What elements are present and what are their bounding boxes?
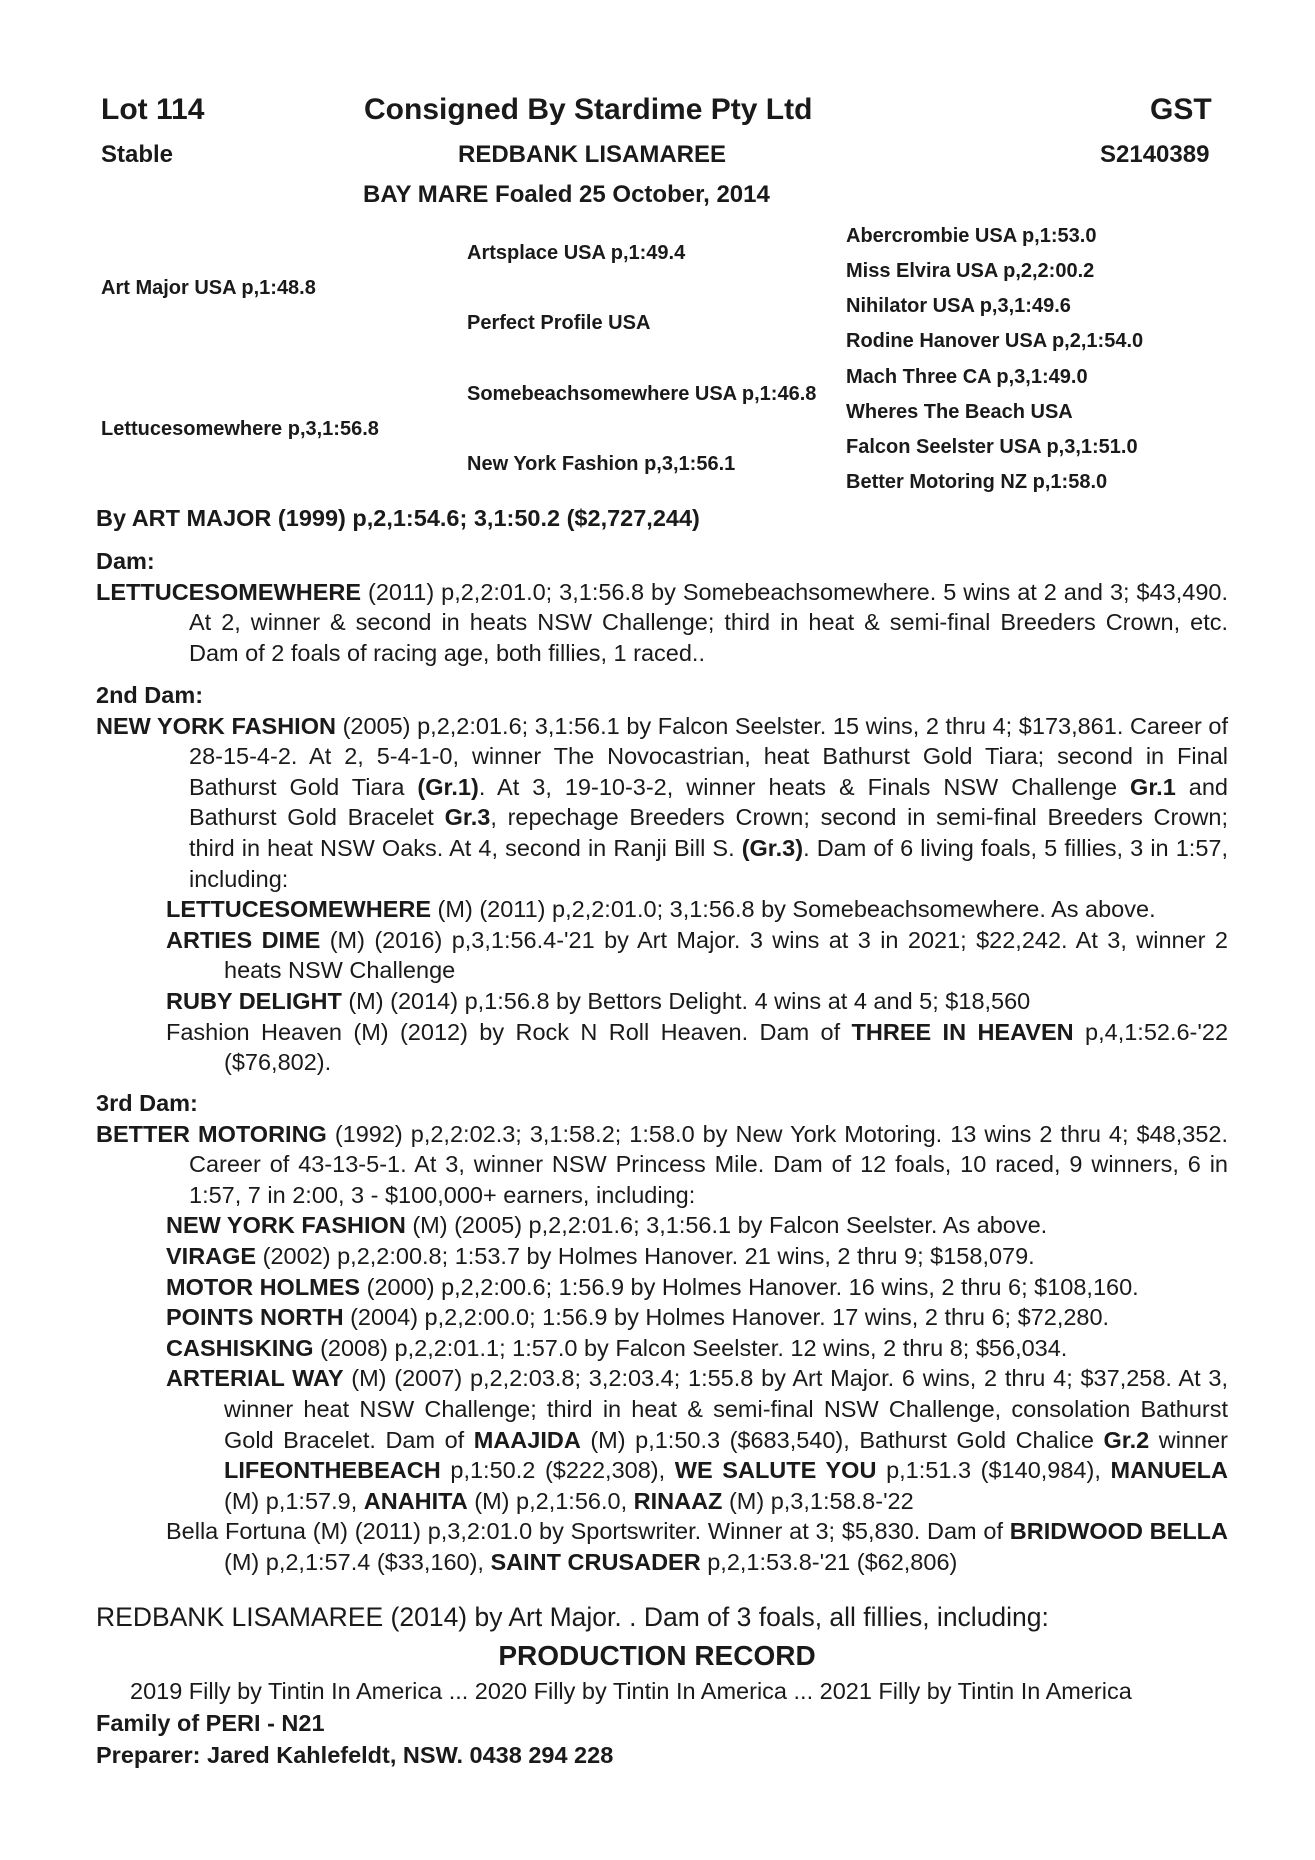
horse-description: BAY MARE Foaled 25 October, 2014 [363, 181, 770, 208]
gst-label: GST [1150, 93, 1212, 126]
progeny-text: p,4,1:52.6-'22 ($76,802). [224, 1018, 1229, 1076]
pedigree-g3-8: Better Motoring NZ p,1:58.0 [846, 471, 1108, 493]
pedigree-g3-3: Nihilator USA p,3,1:49.6 [846, 295, 1071, 317]
third-dam-heading: 3rd Dam: [96, 1090, 198, 1116]
production-record-title: PRODUCTION RECORD [498, 1640, 816, 1671]
progeny-name: MAAJIDA [473, 1426, 581, 1453]
dam-heading: Dam: [96, 548, 155, 574]
preparer-line: Preparer: Jared Kahlefeldt, NSW. 0438 294 228 [96, 1742, 614, 1768]
progeny-entry [96, 1363, 1228, 1516]
second-dam-grade-3: Gr.3 [444, 804, 491, 831]
progeny-entry [96, 1516, 1228, 1577]
pedigree-g3-2: Miss Elvira USA p,2,2:00.2 [846, 260, 1095, 282]
pedigree-g3-6: Wheres The Beach USA [846, 401, 1073, 423]
progeny-text: (M) (2016) p,3,1:56.4-'21 by Art Major. 3 wins at 3 in 2021; $22,242. At 3, winner 2 heats NSW Challenge [224, 926, 1228, 984]
progeny-text: (M) (2005) p,2,2:01.6; 3,1:56.1 by Falcon Seelster. As above. [405, 1212, 1048, 1239]
pedigree-g3-7: Falcon Seelster USA p,3,1:51.0 [846, 436, 1138, 458]
progeny-text: Fashion Heaven (M) (2012) by Rock N Roll Heaven. Dam of [166, 1018, 852, 1045]
progeny-text: (2000) p,2,2:00.6; 1:56.9 by Holmes Hanover. 16 wins, 2 thru 6; $108,160. [360, 1273, 1139, 1300]
second-dam-grade-1: (Gr.1) [417, 773, 479, 800]
consignor: Consigned By Stardime Pty Ltd [364, 93, 813, 126]
progeny-entry [96, 894, 1228, 925]
second-dam-text-1: (2005) p,2,2:01.6; 3,1:56.1 by Falcon Seelster. 15 wins, 2 thru 4; $173,861. Career of 28-15-4-2. At 2, 5-4-1-0, winner The Novocastrian, heat Bathurst Gold Tiara; second in Final Bathurst Gold Tiara [189, 712, 1228, 800]
second-dam-text-2: . At 3, 19-10-3-2, winner heats & Finals NSW Challenge [478, 773, 1131, 800]
dam-name: LETTUCESOMEWHERE [96, 578, 362, 605]
progeny-entry [96, 1333, 1228, 1364]
progeny-name: ANAHITA [363, 1487, 468, 1514]
family-line: Family of PERI - N21 [96, 1710, 325, 1736]
second-dam-text-3: and Bathurst Gold Bracelet [189, 773, 1228, 831]
progeny-text: (M) p,2,1:57.4 ($33,160), [224, 1548, 491, 1575]
lot-summary-line: REDBANK LISAMAREE (2014) by Art Major. . Dam of 3 foals, all fillies, including: [96, 1602, 1049, 1632]
progeny-text: (2004) p,2,2:00.0; 1:56.9 by Holmes Hanover. 17 wins, 2 thru 6; $72,280. [343, 1304, 1110, 1331]
pedigree-sire-sire: Artsplace USA p,1:49.4 [467, 242, 686, 264]
pedigree-sire-dam: Perfect Profile USA [467, 312, 651, 334]
progeny-name: RUBY DELIGHT [166, 987, 342, 1014]
progeny-text: (M) (2011) p,2,2:01.0; 3,1:56.8 by Somebeachsomewhere. As above. [431, 896, 1156, 923]
progeny-name: LIFEONTHEBEACH [224, 1457, 441, 1484]
progeny-entry [96, 1302, 1228, 1333]
progeny-name: CASHISKING [166, 1334, 314, 1361]
progeny-name: MOTOR HOLMES [166, 1273, 361, 1300]
progeny-text: p,1:50.2 ($222,308), [440, 1457, 675, 1484]
pedigree-dam-sire: Somebeachsomewhere USA p,1:46.8 [467, 383, 817, 405]
progeny-text: (M) p,1:57.9, [224, 1487, 364, 1514]
progeny-text: p,2,1:53.8-'21 ($62,806) [700, 1548, 958, 1575]
progeny-text: (2002) p,2,2:00.8; 1:53.7 by Holmes Hanover. 21 wins, 2 thru 9; $158,079. [256, 1242, 1035, 1269]
second-dam-name: NEW YORK FASHION [96, 712, 336, 739]
progeny-text: (2008) p,2,2:01.1; 1:57.0 by Falcon Seelster. 12 wins, 2 thru 8; $56,034. [313, 1334, 1068, 1361]
third-dam-entry [96, 1119, 1228, 1211]
progeny-entry [96, 986, 1228, 1017]
progeny-text: (M) p,2,1:56.0, [467, 1487, 634, 1514]
progeny-name: THREE IN HEAVEN [851, 1018, 1074, 1045]
progeny-name: WE SALUTE YOU [674, 1457, 877, 1484]
second-dam-text-4: , repechage Breeders Crown; second in semi-final Breeders Crown; third in heat NSW Oaks. At 4, second in Ranji Bill S. [189, 804, 1228, 861]
progeny-name: ARTIES DIME [166, 926, 321, 953]
dam-section [96, 546, 1228, 668]
pedigree-g3-4: Rodine Hanover USA p,2,1:54.0 [846, 330, 1144, 352]
lot-number: Lot 114 [101, 93, 205, 126]
progeny-name: BRIDWOOD BELLA [1009, 1518, 1229, 1545]
pedigree-dam: Lettucesomewhere p,3,1:56.8 [101, 418, 379, 440]
stable-label: Stable [101, 141, 174, 168]
production-record-line: 2019 Filly by Tintin In America ... 2020 Filly by Tintin In America ... 2021 Filly by Tintin In America [130, 1678, 1132, 1704]
progeny-entry [96, 1272, 1228, 1303]
second-dam-grade-2: Gr.1 [1130, 773, 1176, 800]
progeny-name: NEW YORK FASHION [166, 1212, 406, 1239]
progeny-entry [96, 925, 1228, 986]
progeny-name: MANUELA [1110, 1457, 1228, 1484]
lot-code: S2140389 [1100, 141, 1210, 168]
progeny-name: POINTS NORTH [166, 1304, 344, 1331]
progeny-name: RINAAZ [633, 1487, 723, 1514]
progeny-name: ARTERIAL WAY [166, 1365, 344, 1392]
horse-name: REDBANK LISAMAREE [458, 141, 727, 168]
second-dam-heading: 2nd Dam: [96, 682, 204, 708]
progeny-grade: Gr.2 [1103, 1426, 1150, 1453]
progeny-text: p,1:51.3 ($140,984), [876, 1457, 1111, 1484]
second-dam-entry [96, 711, 1228, 895]
progeny-text: (M) (2014) p,1:56.8 by Bettors Delight. 4 wins at 4 and 5; $18,560 [341, 987, 1031, 1014]
progeny-text: Bella Fortuna (M) (2011) p,3,2:01.0 by Sportswriter. Winner at 3; $5,830. Dam of [166, 1518, 1010, 1545]
progeny-name: SAINT CRUSADER [490, 1548, 701, 1575]
progeny-entry [96, 1017, 1228, 1078]
sire-line: By ART MAJOR (1999) p,2,1:54.6; 3,1:50.2 ($2,727,244) [96, 505, 700, 531]
progeny-entry [96, 1241, 1228, 1272]
progeny-name: LETTUCESOMEWHERE [166, 896, 432, 923]
progeny-entry [96, 1210, 1228, 1241]
progeny-text: winner [1149, 1426, 1228, 1453]
third-dam-text: (1992) p,2,2:02.3; 3,1:58.2; 1:58.0 by New York Motoring. 13 wins 2 thru 4; $48,352. Career of 43-13-5-1. At 3, winner NSW Princess Mile. Dam of 12 foals, 10 raced, 9 winners, 6 in 1:57, 7 in 2:00, 3 - $100,000+ earners, including: [189, 1120, 1229, 1208]
pedigree-g3-5: Mach Three CA p,3,1:49.0 [846, 366, 1088, 388]
dam-entry [96, 577, 1228, 669]
progeny-name: VIRAGE [166, 1242, 257, 1269]
progeny-text: (M) (2007) p,2,2:03.8; 3,2:03.4; 1:55.8 by Art Major. 6 wins, 2 thru 4; $37,258. At 3, winner heat NSW Challenge; third in heat & semi-final NSW Challenge, consolation Bathurst Gold Bracelet. Dam of [224, 1365, 1228, 1453]
third-dam-name: BETTER MOTORING [96, 1120, 327, 1147]
second-dam-text-5: . Dam of 6 living foals, 5 fillies, 3 in 1:57, including: [189, 834, 1228, 892]
progeny-text: (M) p,1:50.3 ($683,540), Bathurst Gold Chalice [580, 1426, 1104, 1453]
third-dam-section [96, 1088, 1228, 1578]
pedigree-g3-1: Abercrombie USA p,1:53.0 [846, 225, 1097, 247]
dam-text: (2011) p,2,2:01.0; 3,1:56.8 by Somebeachsomewhere. 5 wins at 2 and 3; $43,490. At 2, winner & second in heats NSW Challenge; third in heat & semi-final Breeders Crown, etc. Dam of 2 foals of racing age, both fillies, 1 raced.. [189, 578, 1228, 666]
pedigree-sire: Art Major USA p,1:48.8 [101, 277, 316, 299]
pedigree-dam-dam: New York Fashion p,3,1:56.1 [467, 453, 736, 475]
second-dam-section [96, 680, 1228, 1078]
second-dam-grade-4: (Gr.3) [741, 834, 804, 861]
progeny-text: (M) p,3,1:58.8-'22 [722, 1487, 914, 1514]
